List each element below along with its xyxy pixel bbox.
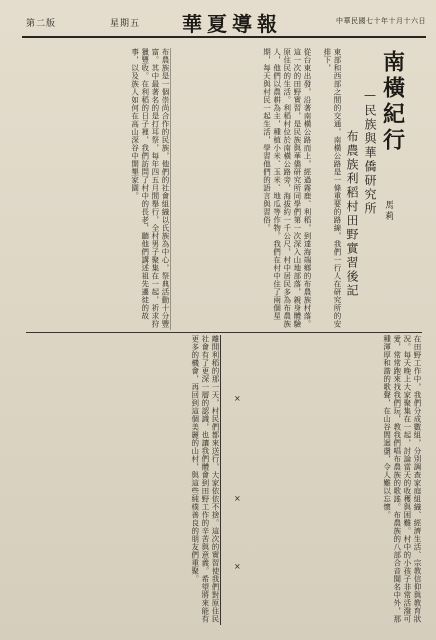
section-divider	[26, 332, 422, 333]
column-divider	[170, 48, 171, 330]
newspaper-title: 華夏導報	[182, 12, 282, 36]
text-block: 從台東出發，沿著南橫公路而上，經過霧鹿、利稻，到達海端鄉的布農族村落。這一次的田野實習，是民族與華僑研究所同學們第一次深入山地部落，親身體驗原住民的生活。利稻村位於南橫公路旁，海拔約一千公尺，村中居民多為布農族人，他們以農耕為主，種植小米、玉米、地瓜等作物。我們在村中住了兩個星期，每天與村民一起生活，學習他們的語言與習俗。	[262, 48, 312, 328]
column-divider	[220, 335, 221, 625]
text-block: 布農族是一個崇尚合作的民族，他們的社會組織以氏族為中心，祭典活動十分豐富。其中最著名的是打耳祭，每年四五月間舉行，全村男子聚集在一起，祈求狩獵豐收。在利稻的日子裡，我們訪問了村中的長老，聽他們講述祖先遷徙的故事，以及族人如何在高山深谷中開墾家園。	[130, 48, 170, 328]
article-subtitle: —民族與華僑研究所	[363, 88, 377, 216]
article-subtitle-2: 布農族利稻村田野實習後記	[345, 130, 359, 298]
text-block: 東部和西部之間的交通，南橫公路是一條重要的路線，我們一行人在研究所的安排下，	[322, 48, 342, 328]
section-mark: ×	[234, 494, 241, 503]
page-number: 第二版	[26, 19, 57, 29]
section-mark: ×	[234, 394, 241, 403]
text-block: 在田野工作中，我們分成數組，分別調查家庭組織、經濟生活、宗教信仰與教育狀況。每天晚上大家聚集在一起，討論當天的收穫與困難。村中的小孩子非常活潑可愛，常常跑來找我們玩，教我們唱布農族的歌謠。布農族的八部合音聞名中外，那種渾厚和諧的歌聲，在山谷間迴盪，令人難以忘懷。	[382, 335, 422, 623]
publication-date: 中華民國七十年十月十六日	[336, 17, 426, 25]
author-name: 馬莉	[383, 200, 394, 222]
article-title: 南橫紀行	[379, 50, 406, 154]
text-block: 離開利稻的那一天，村民們都來送行，大家依依不捨。這次的實習使我們對原住民社會有了更深一層的認識，也讓我們體會到田野工作的辛苦與意義。希望將來能有更多的機會，再回到這個美麗的山村，與這些純樸善良的朋友們重聚。	[190, 335, 220, 623]
weekday: 星期五	[110, 19, 141, 29]
article-body	[22, 40, 426, 630]
masthead	[22, 6, 426, 38]
section-mark: ×	[234, 562, 241, 571]
